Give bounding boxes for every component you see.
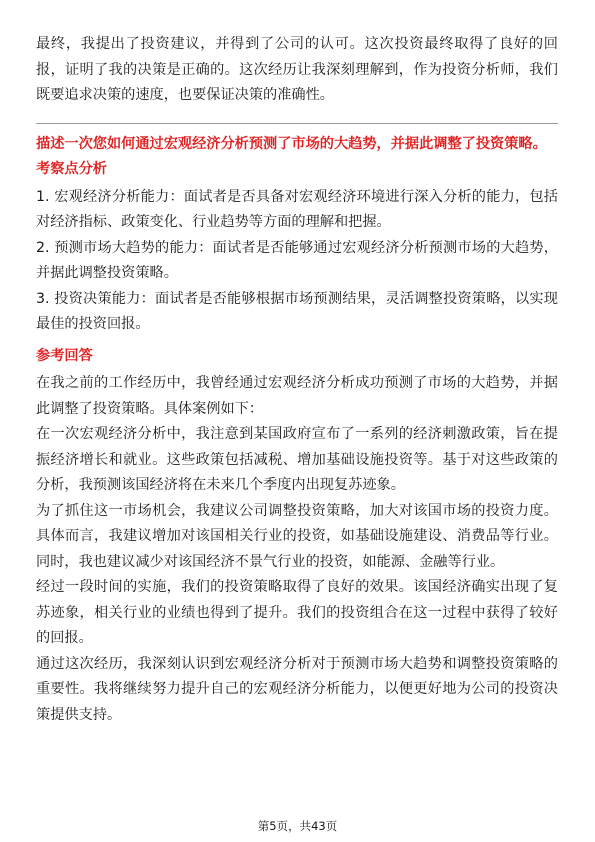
section-divider xyxy=(36,123,558,124)
analysis-title: 考察点分析 xyxy=(36,161,107,177)
document-page xyxy=(36,32,558,728)
answer-paragraph: 通过这次经历，我深刻认识到宏观经济分析对于预测市场大趋势和调整投资策略的重要性。我将继续努力提升自己的宏观经济分析能力，以便更好地为公司的投资决策提供支持。 xyxy=(36,655,558,723)
answer-paragraph: 在一次宏观经济分析中，我注意到某国政府宣布了一系列的经济刺激政策，旨在提振经济增长和就业。这些政策包括减税、增加基础设施投资等。基于对这些政策的分析，我预测该国经济将在未来几个季度内出现复苏迹象。 xyxy=(36,426,558,493)
analysis-point: 3. 投资决策能力：面试者是否能够根据市场预测结果，灵活调整投资策略，以实现最佳的投资回报。 xyxy=(36,290,558,332)
answer-title: 参考回答 xyxy=(36,347,93,364)
analysis-point: 1. 宏观经济分析能力：面试者是否具备对宏观经济环境进行深入分析的能力，包括对经济指标、政策变化、行业趋势等方面的理解和把握。 xyxy=(36,188,558,230)
page-number: 第5页，共43页 xyxy=(257,819,338,833)
intro-paragraph: 最终，我提出了投资建议，并得到了公司的认可。这次投资最终取得了良好的回报，证明了我的决策是正确的。这次经历让我深刻理解到，作为投资分析师，我们既要追求决策的速度，也要保证决策的准确性。 xyxy=(36,36,558,103)
answer-paragraph: 为了抓住这一市场机会，我建议公司调整投资策略，加大对该国市场的投资力度。具体而言，我建议增加对该国相关行业的投资，如基础设施建设、消费品等行业。同时，我也建议减少对该国经济不景气行业的投资，如能源、金融等行业。 xyxy=(36,502,558,570)
interview-question: 描述一次您如何通过宏观经济分析预测了市场的大趋势，并据此调整了投资策略。 xyxy=(36,135,547,152)
answer-paragraph: 在我之前的工作经历中，我曾经通过宏观经济分析成功预测了市场的大趋势，并据此调整了投资策略。具体案例如下： xyxy=(36,375,558,417)
answer-section xyxy=(36,344,558,729)
answer-paragraph: 经过一段时间的实施，我们的投资策略取得了良好的效果。该国经济确实出现了复苏迹象，相关行业的业绩也得到了提升。我们的投资组合在这一过程中获得了较好的回报。 xyxy=(36,579,558,646)
analysis-point: 2. 预测市场大趋势的能力：面试者是否能够通过宏观经济分析预测市场的大趋势，并据此调整投资策略。 xyxy=(36,239,558,281)
analysis-section xyxy=(36,157,558,338)
